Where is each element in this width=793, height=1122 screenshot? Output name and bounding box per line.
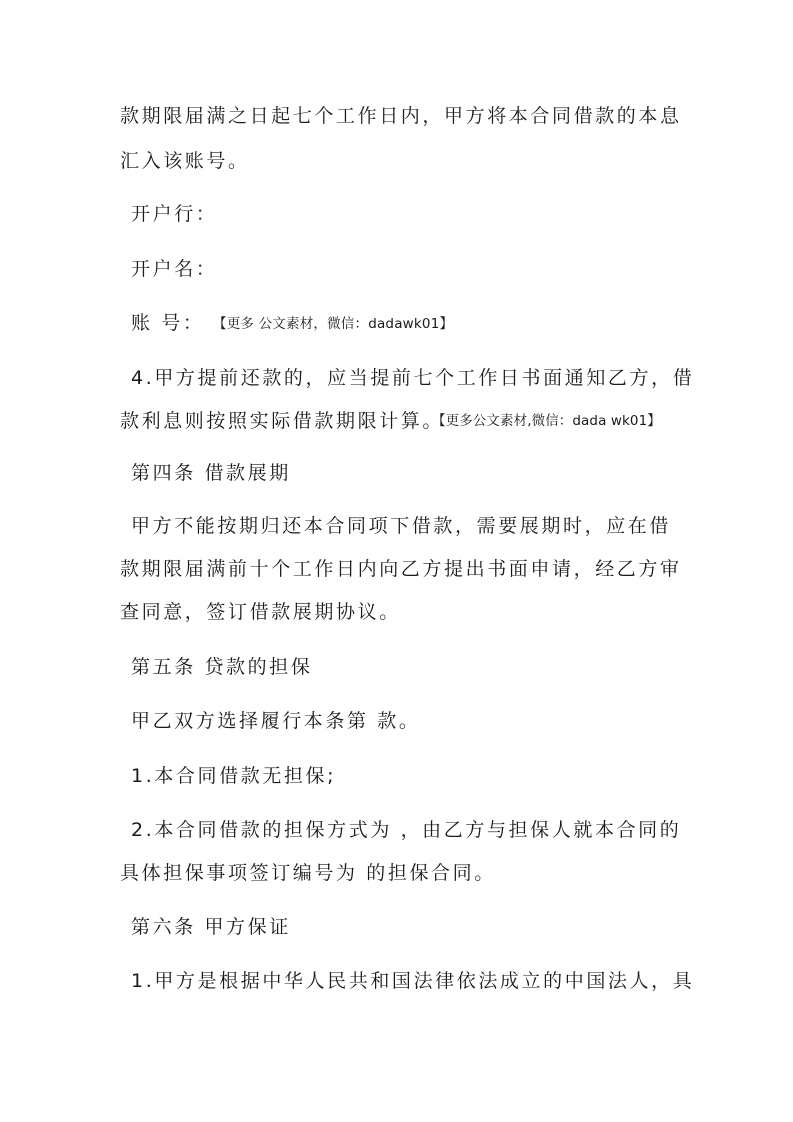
paragraph-line: 查同意，签订借款展期协议。	[120, 601, 401, 623]
paragraph-line: 汇入该账号。	[120, 150, 250, 172]
account-number-label: 账 号：	[131, 312, 205, 334]
paragraph-line: 款期限届满前十个工作日内向乙方提出书面申请，经乙方审	[120, 558, 682, 580]
account-name-label: 开户名：	[131, 258, 218, 280]
promo-note: 【更多公文素材,微信：dada wk01】	[432, 413, 661, 429]
paragraph-line: 4.甲方提前还款的，应当提前七个工作日书面通知乙方，借	[131, 367, 695, 389]
bank-name-label: 开户行：	[131, 203, 218, 225]
list-item: 1.甲方是根据中华人民共和国法律依法成立的中国法人，具	[131, 970, 695, 992]
list-item: 1.本合同借款无担保;	[131, 765, 337, 787]
promo-note: 【更多 公文素材，微信：dadawk01】	[213, 316, 454, 332]
paragraph-line: 款利息则按照实际借款期限计算。	[120, 410, 445, 432]
paragraph-line: 甲乙双方选择履行本条第 款。	[131, 710, 421, 732]
paragraph-line: 甲方不能按期归还本合同项下借款，需要展期时，应在借	[131, 515, 672, 537]
section-heading: 第六条 甲方保证	[131, 916, 291, 938]
section-heading: 第五条 贷款的担保	[131, 656, 313, 678]
paragraph-line: 具体担保事项签订编号为 的担保合同。	[120, 862, 496, 884]
list-item: 2.本合同借款的担保方式为 ，由乙方与担保人就本合同的	[131, 819, 682, 841]
paragraph-line: 款期限届满之日起七个工作日内，甲方将本合同借款的本息	[120, 105, 682, 127]
section-heading: 第四条 借款展期	[131, 462, 291, 484]
